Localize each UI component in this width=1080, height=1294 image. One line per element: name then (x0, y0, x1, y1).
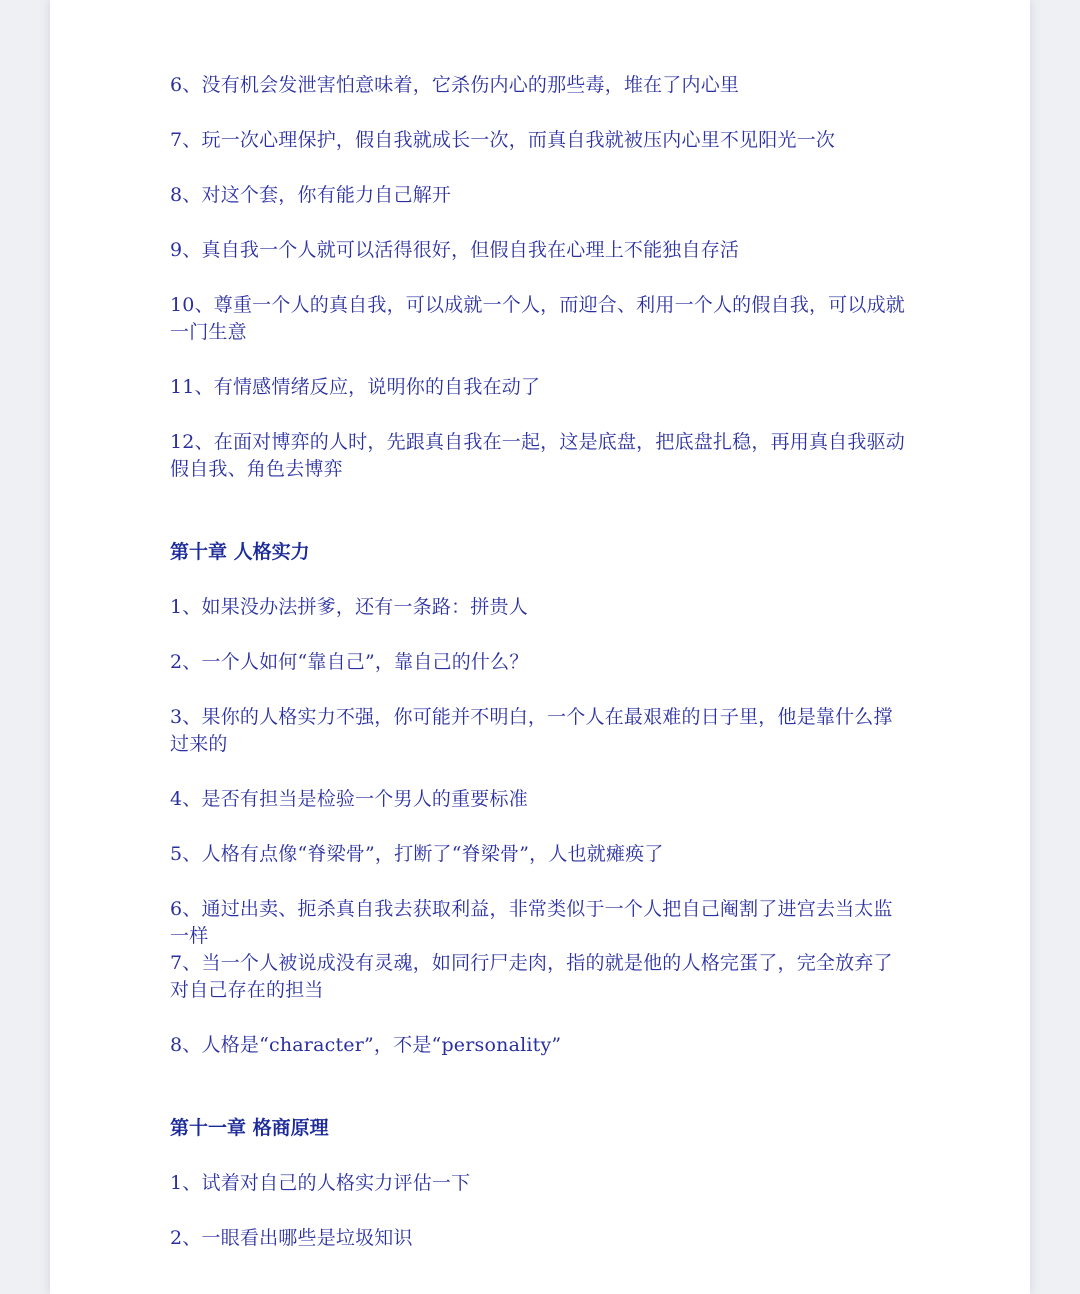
list-item: 3、果你的人格实力不强，你可能并不明白，一个人在最艰难的日子里，他是靠什么撑过来的 (170, 706, 893, 755)
list-item: 12、在面对博弈的人时，先跟真自我在一起，这是底盘，把底盘扎稳，再用真自我驱动假自我、角色去博弈 (170, 431, 905, 480)
list-item: 7、玩一次心理保护，假自我就成长一次，而真自我就被压内心里不见阳光一次 (170, 129, 836, 151)
list-item: 4、是否有担当是检验一个男人的重要标准 (170, 788, 528, 810)
list-item: 11、有情感情绪反应，说明你的自我在动了 (170, 376, 541, 398)
list-item: 7、当一个人被说成没有灵魂，如同行尸走肉，指的就是他的人格完蛋了，完全放弃了对自己存在的担当 (170, 952, 893, 1001)
list-item: 1、试着对自己的人格实力评估一下 (170, 1172, 471, 1194)
list-item: 2、一个人如何“靠自己”，靠自己的什么？ (170, 651, 529, 673)
list-item: 6、通过出卖、扼杀真自我去获取利益，非常类似于一个人把自己阉割了进宫去当太监一样 (170, 898, 893, 947)
list-item: 6、没有机会发泄害怕意味着，它杀伤内心的那些毒，堆在了内心里 (170, 74, 740, 96)
chapter-heading: 第十一章 格商原理 (170, 1117, 329, 1139)
list-item: 10、尊重一个人的真自我，可以成就一个人，而迎合、利用一个人的假自我，可以成就一门生意 (170, 294, 905, 343)
document-content (170, 72, 910, 1252)
list-item: 8、人格是“character”，不是“personality” (170, 1034, 562, 1056)
list-item: 9、真自我一个人就可以活得很好，但假自我在心理上不能独自存活 (170, 239, 740, 261)
document-page (50, 0, 1030, 1294)
list-item: 8、对这个套，你有能力自己解开 (170, 184, 452, 206)
list-item: 5、人格有点像“脊梁骨”，打断了“脊梁骨”，人也就瘫痪了 (170, 843, 664, 865)
list-item: 2、一眼看出哪些是垃圾知识 (170, 1227, 413, 1249)
list-item: 1、如果没办法拼爹，还有一条路：拼贵人 (170, 596, 528, 618)
chapter-heading: 第十章 人格实力 (170, 541, 310, 563)
